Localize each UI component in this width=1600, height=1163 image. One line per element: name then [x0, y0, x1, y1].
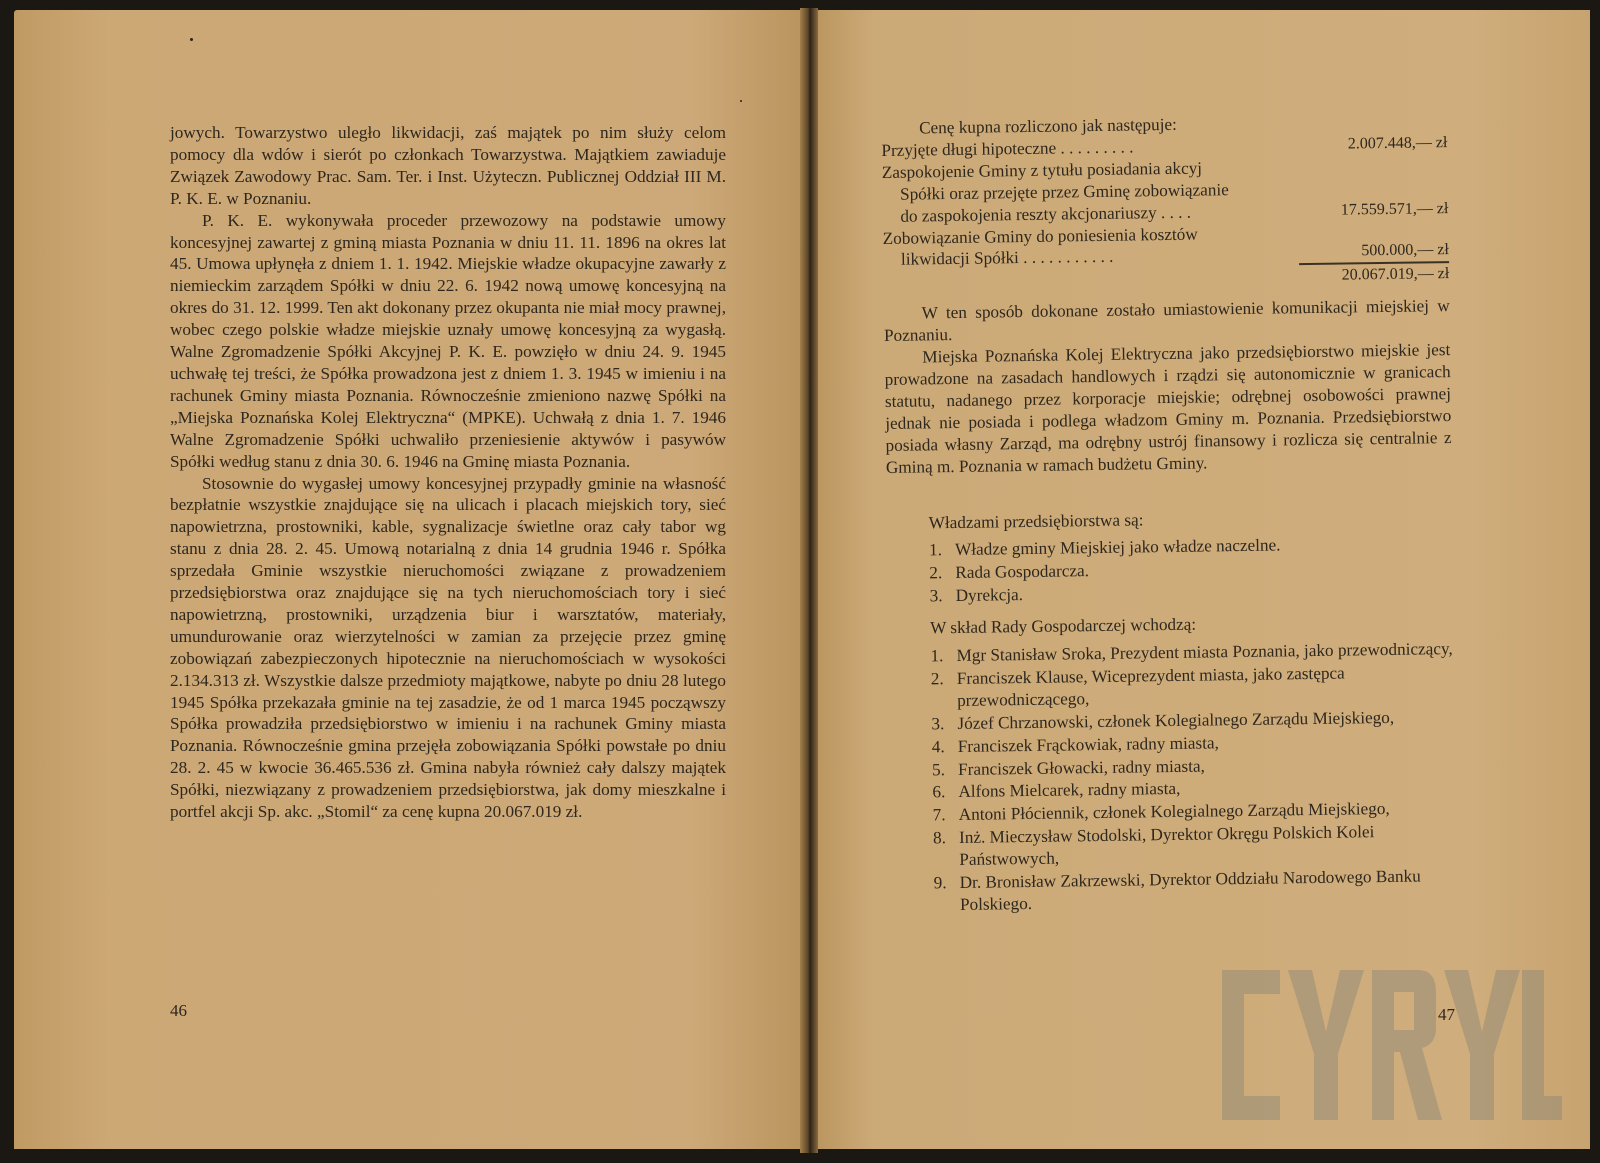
accounts-table [881, 132, 1449, 293]
list-item: 8. Inż. Mieczysław Stodolski, Dyrektor Okręgu Polskich Kolei Państwowych, [932, 822, 1375, 870]
book-gutter [800, 8, 818, 1153]
list-item: 2. Franciszek Klause, Wiceprezydent miasta, jako zastępca przewodniczącego, [930, 663, 1345, 710]
account-line: Zaspokojenie Gminy z tytułu posiadania akcyj [881, 158, 1203, 182]
list-item: 4. Franciszek Frąckowiak, radny miasta, [931, 733, 1219, 757]
paper-speck [190, 38, 193, 41]
right-paragraph: W ten sposób dokonane zostało umiastowienie komunikacji miejskiej w Poznaniu. [883, 296, 1450, 346]
list-item: 1. Władze gminy Miejskiej jako władze naczelne. [928, 535, 1281, 560]
right-text-column [881, 110, 1458, 918]
list-item: 3. Józef Chrzanowski, członek Kolegialnego Zarządu Miejskiego, [931, 707, 1395, 734]
list-item: 1. Mgr Stanisław Sroka, Prezydent miasta Poznania, jako przewodniczący, [930, 639, 1453, 666]
authorities-list [887, 532, 1454, 608]
account-row [882, 154, 1449, 228]
account-amount: 2.007.448,— zł [1347, 134, 1448, 153]
page-number-left: 46 [170, 1001, 187, 1020]
list-item: 5. Franciszek Głowacki, radny miasta, [931, 756, 1205, 779]
account-line: likwidacji Spółki . . . . . . . . . . . [900, 247, 1114, 270]
accounts-intro: Cenę kupna rozliczono jak następuje: [919, 114, 1177, 138]
page-number-right: 47 [1438, 1005, 1455, 1024]
authorities-heading: Władzami przedsiębiorstwa są: [928, 509, 1144, 532]
list-item: 2. Rada Gospodarcza. [929, 561, 1090, 583]
account-line: Przyjęte długi hipoteczne . . . . . . . . . [881, 137, 1134, 160]
list-item: 9. Dr. Bronisław Zakrzewski, Dyrektor Oddziału Narodowego Banku Polskiego. [933, 866, 1421, 914]
left-text-column [170, 122, 726, 823]
list-item: 7. Antoni Płóciennik, członek Kolegialnego Zarządu Miejskiego, [932, 799, 1390, 825]
list-item: 3. Dyrekcja. [929, 585, 1024, 606]
council-heading: W skład Rady Gospodarczej wchodzą: [929, 614, 1197, 638]
left-paragraph: P. K. E. wykonywała proceder przewozowy na podstawie umowy koncesyjnej zawartej z gminą miasta Poznania w dniu 11. 11. 1896 na okres lat 45. Umowa upłynęła z dniem 1. 1. 1942. Miejskie władze okupacyjne zawarły z niemieckim zarządem Spółki w dniu 22. 6. 1942 nową umowę koncesyjną na okres do 31. 12. 1999. Ten akt dokonany przez okupanta nie miał mocy prawnej, wobec czego polskie władze miejskie uznały umowę koncesyjną za wygasłą. Walne Zgromadzenie Spółki Akcyjnej P. K. E. powzięło w dniu 24. 9. 1945 uchwałę tej treści, że Spółka prowadzona jest z dniem 1. 3. 1945 w imieniu i na rachunek Gminy miasta Poznania. Równocześnie zmieniono nazwę Spółki na „Miejska Poznańska Kolej Elektryczna“ (MPKE). Uchwałą z dnia 1. 7. 1946 Walne Zgromadzenie Spółki uchwaliło przeniesienie aktywów i pasywów Spółki według stanu z dnia 30. 6. 1946 na Gminę miasta Poznania. [170, 210, 726, 471]
account-line: Zobowiązanie Gminy do poniesienia kosztów [882, 224, 1198, 248]
cyryl-watermark-logo [1222, 970, 1562, 1120]
list-item: 6. Alfons Mielcarek, radny miasta, [932, 779, 1181, 802]
account-amount: 500.000,— zł [1299, 240, 1449, 266]
account-line: do zaspokojenia reszty akcjonariuszy . . . . [900, 202, 1192, 226]
account-amount: 17.559.571,— zł [1340, 199, 1449, 219]
account-row [883, 220, 1450, 272]
account-total: 20.067.019,— zł [1341, 265, 1450, 284]
account-line: Spółki oraz przejęte przez Gminę zobowiązanie [899, 179, 1229, 204]
left-paragraph: jowych. Towarzystwo uległo likwidacji, zaś majątek po nim służy celom pomocy dla wdów i sierót po członkach Towarzystwa. Majątkiem zawiaduje Związek Zawodowy Prac. Sam. Ter. i Inst. Użyteczn. Publicznej Oddział III M. P. K. E. w Poznaniu. [170, 123, 726, 208]
left-paragraph: Stosownie do wygasłej umowy koncesyjnej przypadły gminie na własność bezpłatnie wszystkie znajdujące się na ulicach i placach miejskich tory, sieć napowietrzna, prostowniki, kable, sygnalizacje świetlne oraz cały tabor wg stanu z dnia 28. 2. 45. Umową notarialną z dnia 14 grudnia 1946 r. Spółka sprzedała Gminie wszystkie nieruchomości związane z prowadzeniem przedsiębiorstwa oraz znajdujące się na tych nieruchomościach tory i sieć napowietrzną, prostowniki, urządzenia biur i warsztatów, materiały, umundurowanie oraz wierzytelności w zamian za przejęcie przez gminę zobowiązań zabezpieczonych hipotecznie na nieruchomościach w wysokości 2.134.313 zł. Wszystkie dalsze przedmioty majątkowe, nabyte po dniu 28 lutego 1945 Spółka przekazała gminie na tej zasadzie, że od 1 marca 1945 począwszy Spółka prowadziła przedsiębiorstwo w imieniu i na rachunek Gminy miasta Poznania. Równocześnie gmina przejęła zobowiązania Spółki powstałe po dniu 28. 2. 45 w kwocie 36.465.536 zł. Gmina nabyła również cały dalszy majątek Spółki, niezwiązany z prowadzeniem przedsiębiorstwa, jak domy mieszkalne i portfel akcji Sp. akc. „Stomil“ za cenę kupna 20.067.019 zł. [170, 473, 726, 822]
right-paragraph: Miejska Poznańska Kolej Elektryczna jako przedsiębiorstwo miejskie jest prowadzone na zasadach handlowych i rządzi się autonomicznie w granicach statutu, nadanego przez korporacje miejskie; odrębnej osobowości prawnej jednak nie posiada i podlega władzom Gminy m. Poznania. Przedsiębiorstwo posiada własny Zarząd, ma odrębny ustrój finansowy i rozlicza się centralnie z Gminą m. Poznania w ramach budżetu Gminy. [884, 340, 1452, 477]
council-list [888, 638, 1458, 917]
paper-speck [740, 100, 742, 102]
